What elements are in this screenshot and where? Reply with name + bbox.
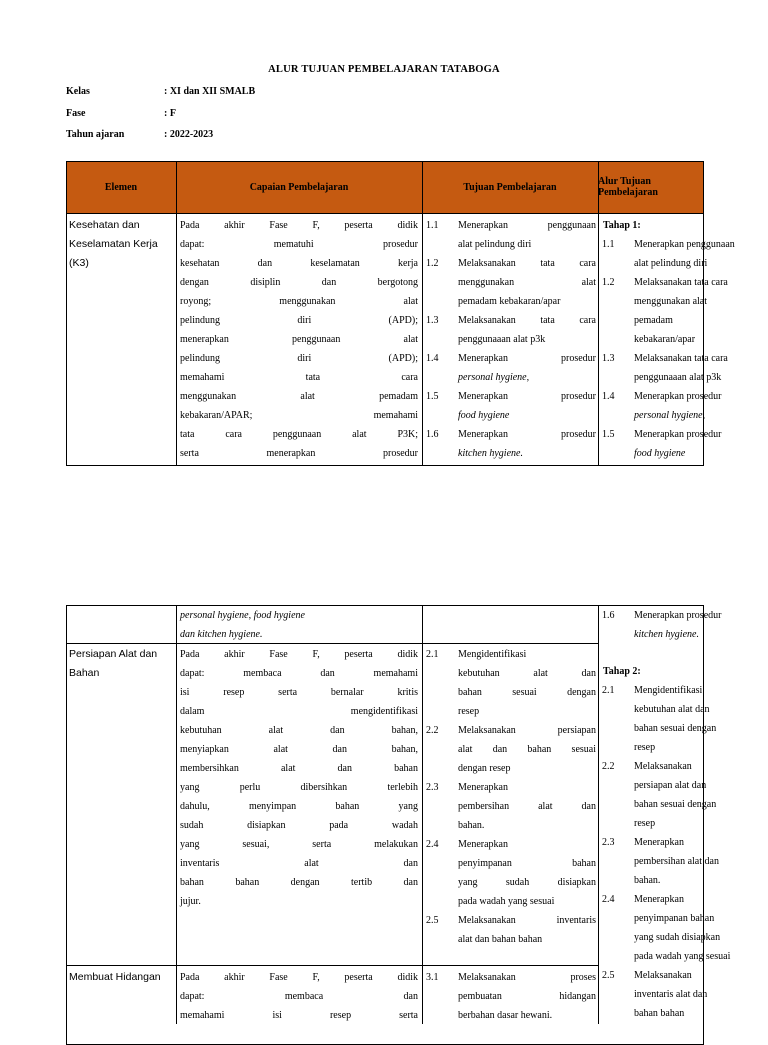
item-text: Melaksanakan tata cara menggunakan alat pemadam kebakaran/apar [458,258,596,307]
text-line: Pada akhir Fase F, peserta didik [180,220,418,231]
capaian-cell [180,968,418,1025]
item-number: 2.5 [426,915,439,926]
item-text: Menerapkan penyimpanan bahan yang sudah disiapkan pada wadah yang sesuai [458,839,596,907]
text-line: kesehatan dan keselamatan kerja [180,258,418,269]
text-line: bahan bahan dengan tertib dan [180,877,418,888]
text-line: Pada akhir Fase F, peserta didik [180,649,418,660]
alur-heading: Tahap 1: [603,220,641,231]
text-line: memahami tata cara [180,372,418,383]
text-line: inventaris alat dan [180,858,418,869]
item-text: Menerapkan pembersihan alat dan bahan. [458,782,596,831]
text-line: pelindung diri (APD); [180,353,418,364]
elemen-line: Membuat Hidangan [69,971,161,983]
col-divider [176,161,177,466]
text-line: serta menerapkan prosedur [180,448,418,459]
meta-label: Tahun ajaran [66,129,125,140]
capaian-line: personal hygiene, food hygiene [180,610,305,621]
elemen-cell [69,645,175,683]
elemen-line: Persiapan Alat dan [69,648,158,660]
text-line: sudah disiapkan pada wadah [180,820,418,831]
text-line: tata cara penggunaan alat P3K; [180,429,418,440]
item-text: Menerapkan prosedur food hygiene [458,391,596,421]
item-number: 2.2 [426,725,439,736]
item-text: Menerapkan pembersihan alat dan bahan. [634,837,719,886]
item-number: 2.5 [602,970,615,981]
col-divider [598,161,599,466]
meta-value: : F [164,108,176,119]
col-divider [422,161,423,466]
elemen-line: Kesehatan dan [69,219,140,231]
item-text: Mengidentifikasi kebutuhan alat dan bahan sesuai dengan resep [634,685,717,753]
meta-label: Kelas [66,86,90,97]
text-line: menggunakan alat pemadam [180,391,418,402]
text-line: Pada akhir Fase F, peserta didik [180,972,418,983]
item-text: Melaksanakan inventaris alat dan bahan bahan [634,970,708,1019]
item-number: 2.4 [426,839,439,850]
item-number: 1.4 [426,353,439,364]
item-text: Melaksanakan persiapan alat dan bahan sesuai dengan resep [634,761,717,829]
item-number: 1.5 [602,429,615,440]
text-line: kebutuhan alat dan bahan, [180,725,418,736]
item-number: 1.1 [602,239,615,250]
text-line: dahulu, menyimpan bahan yang [180,801,418,812]
meta-label: Fase [66,108,86,119]
meta-value: : 2022-2023 [164,129,214,140]
item-text: Menerapkan penyimpanan bahan yang sudah disiapkan pada wadah yang sesuai [634,894,731,962]
item-number: 1.6 [602,610,615,621]
item-number: 2.2 [602,761,615,772]
col-divider [598,605,599,1024]
item-text: Menerapkan penggunaan alat pelindung diri [458,220,596,250]
table-page-2 [66,605,731,1024]
item-text: Menerapkan prosedur kitchen hygiene. [634,610,722,640]
header-divider [66,213,704,214]
elemen-cell [69,216,175,273]
text-line: dengan disiplin dan bergotong [180,277,418,288]
item-text: Melaksanakan proses pembuatan hidangan berbahan dasar hewani. [458,972,596,1021]
item-number: 1.3 [602,353,615,364]
elemen-line: Keselamatan Kerja [69,238,158,250]
text-line: menyiapkan alat dan bahan, [180,744,418,755]
text-line: menerapkan penggunaan alat [180,334,418,345]
header-capaian: Capaian Pembelajaran [249,181,349,193]
text-line: kebakaran/APAR; memahami [180,410,418,421]
item-number: 1.4 [602,391,615,402]
item-number: 1.1 [426,220,439,231]
text-line: dapat: mematuhi prosedur [180,239,418,250]
header-elemen: Elemen [104,181,138,193]
row-divider [66,965,598,966]
text-line: dapat: membaca dan memahami [180,668,418,679]
item-number: 1.6 [426,429,439,440]
item-number: 2.1 [426,649,439,660]
document-title: ALUR TUJUAN PEMBELAJARAN TATABOGA [268,64,500,75]
text-line: royong; menggunakan alat [180,296,418,307]
item-text: Melaksanakan tata cara penggunaaan alat p3k [458,315,596,345]
col-divider [176,605,177,1024]
header-tujuan: Tujuan Pembelajaran [463,181,557,193]
capaian-cell [180,216,418,463]
item-number: 2.3 [602,837,615,848]
text-line: yang sesuai, serta melakukan [180,839,418,850]
capaian-continuation [180,606,418,644]
capaian-line: dan kitchen hygiene. [180,629,263,640]
table-page-1 [66,161,735,466]
item-number: 1.2 [602,277,615,288]
elemen-cell [69,968,175,987]
item-number: 2.4 [602,894,615,905]
item-text: Menerapkan prosedur personal hygiene, [634,391,722,421]
text-line: memahami isi resep serta [180,1010,418,1021]
text-line: yang perlu dibersihkan terlebih [180,782,418,793]
elemen-line: Bahan [69,667,100,679]
item-text: Menerapkan prosedur personal hygiene, [458,353,596,383]
item-text: Menerapkan penggunaan alat pelindung diri [634,239,735,269]
text-line: pelindung diri (APD); [180,315,418,326]
elemen-line: (K3) [69,257,89,269]
text-line: isi resep serta bernalar kritis [180,687,418,698]
text-line: dalam mengidentifikasi [180,706,418,717]
item-number: 3.1 [426,972,439,983]
text-line: membersihkan alat dan bahan [180,763,418,774]
capaian-cell [180,645,418,911]
item-text: Menerapkan prosedur kitchen hygiene. [458,429,596,459]
item-text: Melaksanakan tata cara menggunakan alat pemadam kebakaran/apar [634,277,728,345]
item-number: 2.3 [426,782,439,793]
item-number: 2.1 [602,685,615,696]
col-divider [422,605,423,1024]
item-number: 1.5 [426,391,439,402]
meta-value: : XI dan XII SMALB [164,86,256,97]
header-alur: Alur Tujuan Pembelajaran [598,176,658,198]
text-line: jujur. [180,896,201,907]
item-text: Melaksanakan persiapan alat dan bahan sesuai dengan resep [458,725,596,774]
item-number: 1.2 [426,258,439,269]
item-text: Mengidentifikasi kebutuhan alat dan bahan sesuai dengan resep [458,649,596,717]
item-number: 1.3 [426,315,439,326]
item-text: Melaksanakan inventaris alat dan bahan bahan [458,915,596,945]
item-text: Melaksanakan tata cara penggunaaan alat p3k [634,353,728,383]
alur-heading: Tahap 2: [603,666,641,677]
item-text: Menerapkan prosedur food hygiene [634,429,722,459]
text-line: dapat: membaca dan [180,991,418,1002]
